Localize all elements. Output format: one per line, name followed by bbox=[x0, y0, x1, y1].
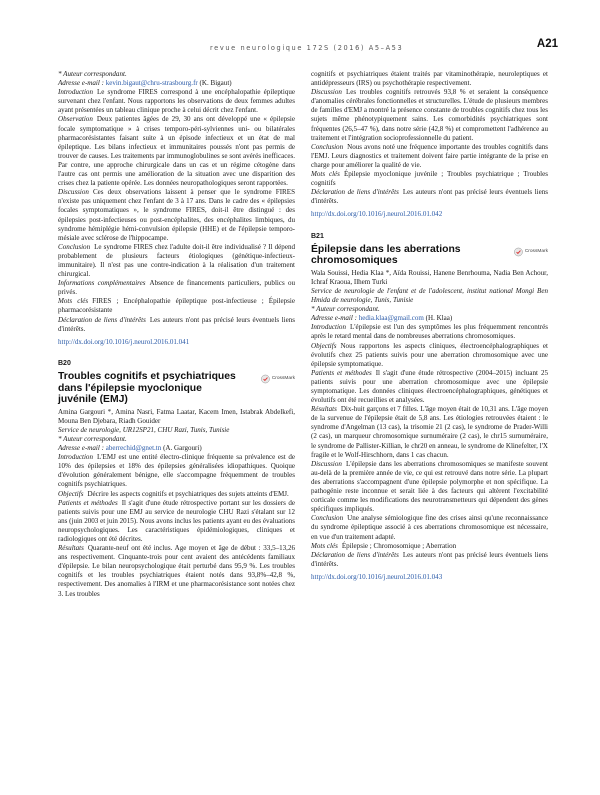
observation-text: Deux patientes âgées de 29, 30 ans ont développé une « épilepsie focale symptomatique » à crises temporo-péri-sylviennes uni- ou bilatérales pharmacorésistantes faisant suite à un épisode infectieux et un état de mal épileptique. Les bilans infectieux et immunitaires poussés n'ont pas permis de trouver de causes. Les traitements par immunoglobulines se sont avérés inefficaces. Par contre, une approche chirurgicale dans un cas et un régime cétogène dans l'autre cas ont permis une amélioration de la situation avec une disparition des crises chez la patiente opérée. Les données neuropathologiques seront rapportées. bbox=[58, 115, 295, 188]
funding-heading: Informations complémentaires bbox=[58, 279, 146, 288]
conclusion-text: Nous avons noté une fréquence importante des troubles cognitifs dans l'EMJ. Leurs diagnostics et traitement doivent faire partie intégrante de la prise en charge pour améliorer la qualité de vie. bbox=[311, 142, 548, 169]
affiliation-line: Service de neurologie, UR12SP21, CHU Razi, Tunis, Tunisie bbox=[58, 425, 230, 434]
observation-paragraph bbox=[58, 115, 295, 188]
abstract-title-row bbox=[58, 371, 295, 406]
email-line bbox=[311, 314, 548, 323]
crossmark-badge[interactable] bbox=[514, 245, 548, 259]
email-link[interactable]: kevin.bigaut@chru-strasbourg.fr bbox=[105, 79, 198, 88]
keywords-text: Épilepsie ; Chromosomique ; Aberration bbox=[341, 541, 457, 550]
email-label: Adresse e-mail : bbox=[58, 444, 104, 453]
keywords-paragraph bbox=[311, 542, 548, 551]
declaration-heading: Déclaration de liens d'intérêts bbox=[311, 188, 399, 197]
crossmark-label: CrossMark bbox=[271, 376, 295, 382]
declaration-text: Les auteurs n'ont pas précisé leurs éventuels liens d'intérêts. bbox=[311, 188, 548, 206]
objectives-heading: Objectifs bbox=[58, 489, 84, 498]
abstract-title-row bbox=[311, 244, 548, 267]
keywords-paragraph bbox=[58, 297, 295, 315]
declaration-text: Les auteurs n'ont pas précisé leurs éventuels liens d'intérêts. bbox=[311, 550, 548, 568]
funding-paragraph bbox=[58, 279, 295, 297]
crossmark-icon bbox=[261, 373, 270, 385]
crossmark-label: CrossMark bbox=[524, 249, 548, 255]
corresponding-author-note: * Auteur correspondant. bbox=[58, 434, 127, 443]
introduction-paragraph bbox=[311, 323, 548, 341]
results-heading: Résultats bbox=[311, 405, 337, 414]
authors-line: Amina Gargouri *, Amina Nasri, Fatma Laatar, Kacem Imen, Istabrak Abdelkefi, Mouna Ben Djebara, Riadh Gouider bbox=[58, 407, 295, 425]
introduction-heading: Introduction bbox=[58, 453, 93, 462]
results-heading: Résultats bbox=[58, 544, 84, 553]
declaration-paragraph bbox=[311, 551, 548, 569]
conclusion-text: Le syndrome FIRES chez l'adulte doit-il être individualisé ? Il dépend probablement de plusieurs facteurs étiologiques (génétique-infectieux-immunitaire). Il n'est pas une contre-indication à la réalisation d'un traitement chirurgical. bbox=[58, 242, 295, 279]
declaration-paragraph bbox=[58, 316, 295, 334]
discussion-paragraph bbox=[311, 88, 548, 143]
abstract-title: Troubles cognitifs et psychiatriques dans l'épilepsie myoclonique juvénile (EMJ) bbox=[58, 370, 236, 406]
affiliation-line: Service de neurologie de l'enfant et de l'adolescent, institut national Mongi Ben Hmida de neurologie, Tunis, Tunisie bbox=[311, 286, 548, 305]
declaration-heading: Déclaration de liens d'intérêts bbox=[311, 550, 399, 559]
doi-link[interactable]: http://dx.doi.org/10.1016/j.neurol.2016.01.042 bbox=[311, 210, 443, 219]
corresponding-author-note: * Auteur correspondant. bbox=[311, 305, 380, 314]
introduction-text: L'épilepsie est l'un des symptômes les plus fréquemment rencontrés après le retard mental dans de nombreuses aberrations chromosomiques. bbox=[311, 323, 548, 341]
keywords-heading: Mots clés bbox=[58, 297, 89, 306]
conclusion-heading: Conclusion bbox=[311, 514, 344, 523]
declaration-heading: Déclaration de liens d'intérêts bbox=[58, 315, 146, 324]
email-line bbox=[58, 444, 295, 453]
introduction-heading: Introduction bbox=[311, 323, 346, 332]
journal-header: revue neurologique 172S (2016) A5–A53 bbox=[210, 44, 404, 52]
discussion-heading: Discussion bbox=[311, 459, 342, 468]
methods-paragraph bbox=[311, 369, 548, 405]
abstract-code: B20 bbox=[58, 359, 71, 367]
methods-paragraph bbox=[58, 499, 295, 544]
results-text: Dix-huit garçons et 7 filles. L'âge moyen était de 10,31 ans. L'âge moyen de la survenue de l'épilepsie était de 5,8 ans. Les étiologies retrouvées étaient : le syndrome d'Angelman (13 cas), la trisomie 21 (2 cas), le syndrome de Prader-Willi (2 cas), un marqueur chromosomique surnuméraire (2 cas), le chr15 surnuméraire, le syndrome de Pallister-Killian, le chr20 en anneau, le syndrome de Klinefelter, l'X fragile et le Wolf-Hirschhorn, dans 1 cas chacun. bbox=[311, 405, 548, 459]
corresponding-author-note: * Auteur correspondant. bbox=[58, 70, 127, 78]
conclusion-heading: Conclusion bbox=[311, 142, 344, 151]
email-link[interactable]: aberrechid@gnet.tn bbox=[105, 444, 162, 453]
abstract-code: B21 bbox=[311, 232, 324, 240]
conclusion-paragraph bbox=[58, 243, 295, 279]
doi-link[interactable]: http://dx.doi.org/10.1016/j.neurol.2016.01.043 bbox=[311, 572, 443, 581]
email-label: Adresse e-mail : bbox=[311, 314, 357, 323]
discussion-heading: Discussion bbox=[58, 188, 89, 197]
methods-text: Il s'agit d'une étude rétrospective (2004–2015) incluant 25 patients suivis pour une aberration chromosomique avec une épilepsie symptomatique. Les données cliniques électroencéphalographiques, génétiques et évolutifs ont été recueillies et analysées. bbox=[311, 368, 548, 405]
methods-heading: Patients et méthodes bbox=[58, 498, 118, 507]
keywords-heading: Mots clés bbox=[311, 170, 340, 179]
email-link[interactable]: hedia.klaa@gmail.com bbox=[358, 314, 424, 323]
keywords-text: Épilepsie myoclonique juvénile ; Troubles psychiatrique ; Troubles cognitifs bbox=[311, 170, 549, 188]
introduction-heading: Introduction bbox=[58, 88, 93, 97]
observation-heading: Observation bbox=[58, 115, 93, 124]
introduction-text: L'EMJ est une entité électro-clinique fréquente sa prévalence est de 10% des épilepsies et 18% des épilepsies généralisées idiopathiques. Quoique d'évolution généralement bénigne, elle s'accompagne fréquemment de troubles cognitifs psychiatriques. bbox=[58, 453, 295, 489]
right-column bbox=[311, 70, 548, 582]
objectives-text: Décrire les aspects cognitifs et psychiatriques des sujets atteints d'EMJ. bbox=[87, 489, 289, 498]
introduction-paragraph bbox=[58, 88, 295, 115]
email-line bbox=[58, 79, 295, 88]
results-paragraph bbox=[58, 544, 295, 599]
objectives-paragraph bbox=[58, 490, 295, 499]
results-paragraph bbox=[311, 405, 548, 460]
email-owner: (A. Gargouri) bbox=[163, 444, 202, 453]
declaration-paragraph bbox=[311, 188, 548, 206]
methods-heading: Patients et méthodes bbox=[311, 368, 372, 377]
discussion-text: Les troubles cognitifs retrouvés 93,8 % et seraient la conséquence d'anomalies cérébrales fonctionnelles et structurelles. L'étude de plusieurs membres de familles d'EMJ a montré la présence constante de troubles cognitifs chez tous les sujets même phénotypiquement sains. Les comorbidités psychiatriques sont fréquentes (26,5–47 %), dans notre série (42,8 %) et compromettent l'adhérence au traitement et l'intégration socioprofessionnelle du patient. bbox=[311, 88, 548, 142]
abstract-title: Épilepsie dans les aberrations chromosomiques bbox=[311, 243, 461, 267]
keywords-heading: Mots clés bbox=[311, 541, 338, 550]
discussion-text: L'épilepsie dans les aberrations chromosomiques se manifeste souvent au-delà de la première année de vie, ce qui est retrouvé dans notre série. La plupart des aberrations s'accompagnent d'une épilepsie polymorphe et non spécifique. La pathogénie reste inconnue et serait liée à des facteurs qui altèrent l'excitabilité corticale comme les modifications des neurotransmetteurs qui dépendent des gènes spécifiques impliqués. bbox=[311, 459, 548, 514]
declaration-text: Les auteurs n'ont pas précisé leurs éventuels liens d'intérêts. bbox=[58, 315, 295, 333]
email-owner: (K. Bigaut) bbox=[199, 79, 232, 88]
keywords-text: FIRES ; Encéphalopathie épileptique post-infectieuse ; Épilepsie pharmacorésistante bbox=[58, 297, 295, 315]
discussion-paragraph bbox=[58, 188, 295, 243]
conclusion-text: Une analyse sémiologique fine des crises ainsi qu'une reconnaissance du syndrome épileptique associé à ces aberrations chromosomique est nécessaire, en vue d'un traitement adapté. bbox=[311, 514, 548, 541]
email-owner: (H. Klaa) bbox=[425, 314, 453, 323]
keywords-paragraph bbox=[311, 170, 548, 188]
continued-results-text: cognitifs et psychiatriques étaient traités par vitaminothérapie, neuroleptiques et antidépresseurs (IRS) ou psychothérapie respectivement. bbox=[311, 70, 548, 88]
discussion-text: Ces deux observations laissent à penser que le syndrome FIRES n'existe pas uniquement chez l'enfant de 3 à 17 ans. Dans le cadre des « épilepsies focales symptomatiques », le syndrome FIRES, doit-il être distingué : des épilepsies post-infectieuses ou post-encéphalites, des encéphalites limbiques, du syndrome hémiplégie hémi-convulsion épilepsie (HHE) et de l'épilepsie temporo-mésiale avec sclérose de l'hippocampe. bbox=[58, 188, 295, 242]
left-column bbox=[58, 70, 295, 599]
page-number: A21 bbox=[536, 38, 558, 50]
discussion-paragraph bbox=[311, 460, 548, 515]
crossmark-icon bbox=[514, 246, 523, 258]
methods-text: Il s'agit d'une étude rétrospective portant sur les dossiers de patients suivis pour une EMJ au service de neurologie CHU Razi s'étalant sur 12 ans (juin 2003 et juin 2015). Nous avons inclus les patients ayant eu des évaluations neuropsychologiques. Les caractéristiques épidémiologiques, cliniques et radiologiques ont été décrites. bbox=[58, 498, 296, 543]
conclusion-paragraph bbox=[311, 143, 548, 170]
funding-text: Absence de financements particuliers, publics ou privés. bbox=[58, 279, 295, 297]
doi-link[interactable]: http://dx.doi.org/10.1016/j.neurol.2016.01.041 bbox=[58, 337, 190, 346]
crossmark-badge[interactable] bbox=[261, 372, 295, 386]
objectives-paragraph bbox=[311, 342, 548, 369]
introduction-paragraph bbox=[58, 453, 295, 489]
objectives-heading: Objectifs bbox=[311, 341, 337, 350]
conclusion-heading: Conclusion bbox=[58, 242, 91, 251]
discussion-heading: Discussion bbox=[311, 88, 342, 97]
email-label: Adresse e-mail : bbox=[58, 79, 104, 88]
authors-line: Wala Souissi, Hedia Klaa *, Aïda Rouissi, Hanene Benrhouma, Nadia Ben Achour, Ichraf Kraoua, Ilhem Turki bbox=[311, 268, 548, 286]
objectives-text: Nous rapportons les aspects cliniques, électroencéphalographiques et évolutifs chez 25 patients suivis pour une aberration chromosomique avec une épilepsie symptomatique. bbox=[311, 341, 548, 368]
introduction-text: Le syndrome FIRES correspond à une encéphalopathie épileptique survenant chez l'enfant. Nous rapportons les observations de deux femmes adultes ayant présentées un tableau clinique proche à celui décrit chez l'enfant. bbox=[58, 88, 295, 115]
conclusion-paragraph bbox=[311, 514, 548, 541]
results-text: Quarante-neuf ont été inclus. Age moyen et âge de début : 33,5–13,26 ans respectivement. Cinquante-trois pour cent avaient des antécédents familiaux d'épilepsie. Le bilan neuropsychologique était perturbé dans 95,9 %. Les troubles cognitifs et les troubles psychiatriques étaient notés dans 93,8%–42,8 %, respectivement. Des anomalies à l'IRM et une pharmacorésistance sont notées chez 3. Les troubles bbox=[58, 544, 295, 598]
